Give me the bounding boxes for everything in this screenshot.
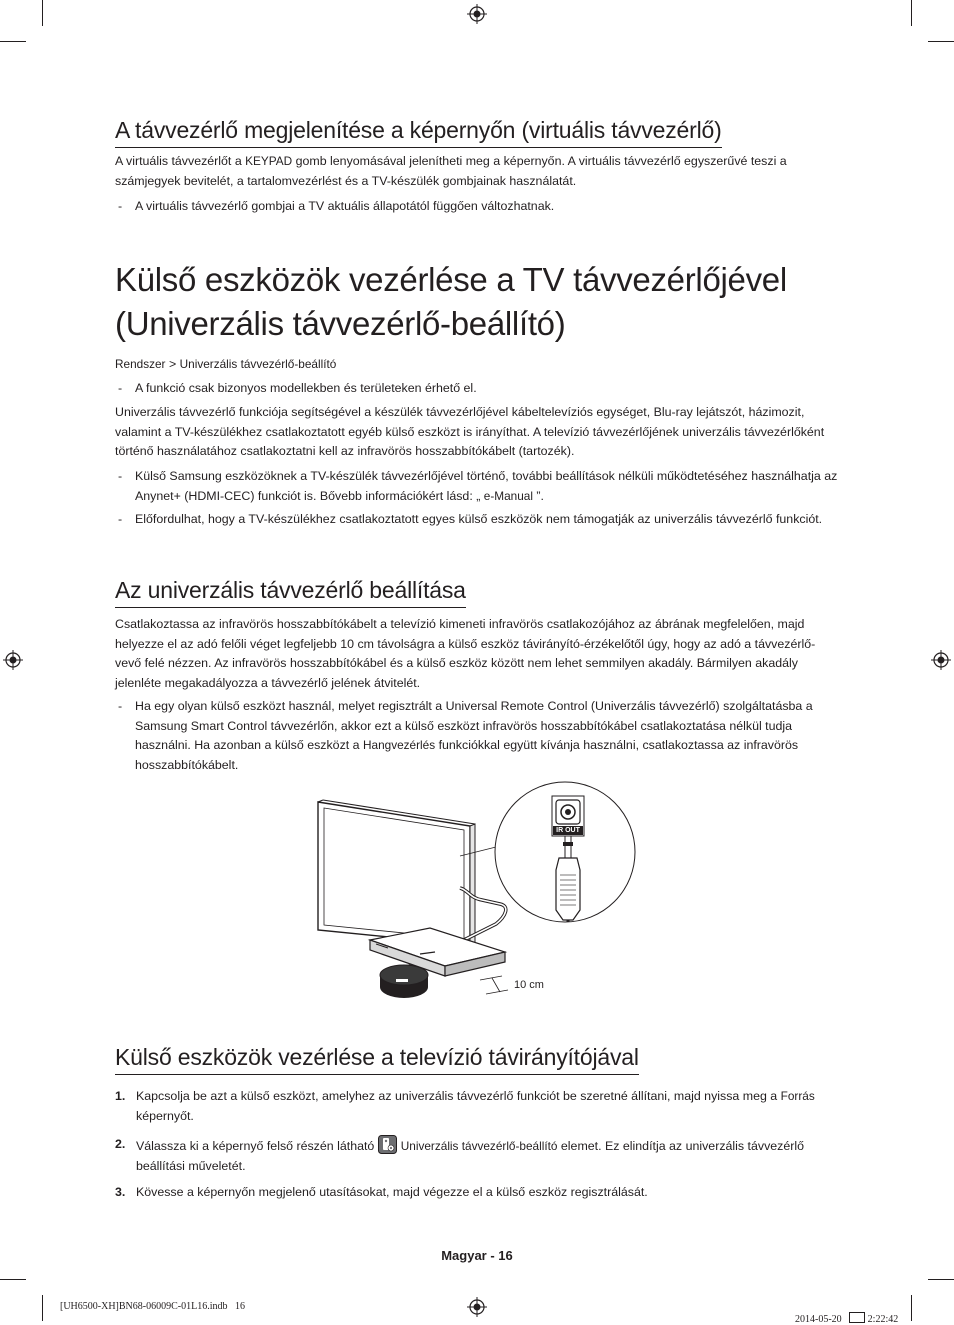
footer-timestamp bbox=[790, 1301, 898, 1325]
step-text-part: elemet. Ez elindítja az univerzális távvezérlő beállítási műveletét. bbox=[136, 1139, 805, 1173]
step-text: Kövesse a képernyőn megjelenő utasításokat, majd végezze el a külső eszköz regisztrálását. bbox=[136, 1185, 648, 1199]
note-text bbox=[135, 467, 838, 506]
registration-mark-icon bbox=[467, 1297, 487, 1317]
step-number: 2. bbox=[115, 1137, 126, 1151]
step-text bbox=[136, 1087, 840, 1126]
note-text-part: Ha egy olyan külső eszközt használ, melyet regisztrált a Universal Remote Control (Univerzális távvezérlő) szolgáltatásba a Samsung Smart Control távvezérlőn, akkor ezt a külső eszközt infravörös hosszabbítókábel csatlakoztatása nélkül tudja használni. Ha azonban a külső eszközt a bbox=[135, 699, 813, 752]
step-number: 1. bbox=[115, 1089, 126, 1103]
note-text-part: funkciókkal együtt kívánja használni, csatlakoztassa az infravörös hosszabbítókábelt. bbox=[135, 738, 799, 772]
paragraph: Univerzális távvezérlő funkciója segítségével a készülék távvezérlőjével kábeltelevíziós egységet, Blu-ray lejátszót, házimozit, valamint a TV-készülékhez csatlakoztatott egyéb külső eszközt is irányíthat. A televízió távvezérlőjének univerzális távvezérlőként történő használatához csatlakoztatni kell az infravörös hosszabbítókábelt (tartozék). bbox=[115, 405, 825, 458]
paragraph-text: gomb lenyomásával jelenítheti meg a képernyőn. A virtuális távvezérlő egyszerűvé teszi a számjegyek bevitelét, a tartalomvezérlést és a TV-készülék gombjainak használatát. bbox=[115, 154, 787, 188]
section-heading: A távvezérlő megjelenítése a képernyőn (virtuális távvezérlő) bbox=[115, 116, 722, 148]
step-item bbox=[115, 1135, 840, 1176]
crop-mark bbox=[911, 0, 912, 26]
step-text-part: képernyőt. bbox=[136, 1108, 194, 1123]
registration-mark-icon bbox=[3, 650, 23, 670]
chapter-title: Külső eszközök vezérlése a TV távvezérlőjével (Univerzális távvezérlő-beállító) bbox=[115, 261, 787, 342]
note-text bbox=[135, 697, 838, 775]
registration-mark-icon bbox=[467, 4, 487, 24]
step-text-part: Válassza ki a képernyő felső részén látható bbox=[136, 1139, 378, 1153]
clock-icon bbox=[849, 1312, 865, 1323]
note bbox=[118, 197, 838, 217]
crop-mark bbox=[911, 1295, 912, 1321]
distance-label: 10 cm bbox=[514, 979, 544, 991]
step-text bbox=[136, 1135, 840, 1176]
step-text-part: Kapcsolja be azt a külső eszközt, amelyhez az univerzális távvezérlő funkciót be szeretné állítani, majd nyissa meg a bbox=[136, 1089, 781, 1103]
footer-file-info: [UH6500-XH]BN68-06009C-01L16.indb 16 bbox=[60, 1301, 245, 1312]
keyword: Forrás bbox=[780, 1089, 815, 1103]
port-label: IR OUT bbox=[556, 827, 580, 834]
paragraph bbox=[115, 152, 840, 191]
registration-mark-icon bbox=[931, 650, 951, 670]
step-item bbox=[115, 1183, 840, 1203]
crop-mark bbox=[0, 1279, 26, 1280]
section-heading: Az univerzális távvezérlő beállítása bbox=[115, 576, 466, 608]
menu-path-separator: > bbox=[165, 357, 180, 371]
menu-path-item: Rendszer bbox=[115, 357, 166, 371]
keyword: e-Manual bbox=[483, 488, 533, 503]
ir-blaster-icon bbox=[380, 965, 428, 998]
note-dash: - bbox=[118, 699, 123, 713]
paragraph-text: A virtuális távvezérlőt a bbox=[115, 154, 246, 168]
note bbox=[118, 510, 838, 530]
tv-icon bbox=[318, 800, 475, 945]
crop-mark bbox=[928, 1279, 954, 1280]
distance-indicator bbox=[492, 978, 500, 992]
note-dash: - bbox=[118, 469, 123, 483]
section-heading: Külső eszközök vezérlése a televízió távirányítójával bbox=[115, 1043, 639, 1075]
menu-path bbox=[115, 355, 840, 375]
crop-mark bbox=[42, 0, 43, 26]
connection-diagram bbox=[300, 780, 650, 1005]
note bbox=[118, 467, 838, 506]
note bbox=[118, 697, 838, 775]
footer-time: 2:22:42 bbox=[865, 1314, 899, 1325]
step-number: 3. bbox=[115, 1185, 126, 1199]
crop-mark bbox=[42, 1295, 43, 1321]
footer-date: 2014-05-20 bbox=[795, 1314, 850, 1325]
keyword: KEYPAD bbox=[245, 154, 293, 168]
menu-path-item: Univerzális távvezérlő-beállító bbox=[179, 357, 337, 371]
note-dash: - bbox=[118, 381, 123, 395]
note-text-part: ”. bbox=[532, 488, 544, 503]
note bbox=[118, 379, 838, 399]
keyword: Hangvezérlés bbox=[363, 738, 436, 752]
note-text: A virtuális távvezérlő gombjai a TV aktuális állapotától függően változhatnak. bbox=[135, 199, 555, 213]
step-item bbox=[115, 1087, 840, 1126]
note-text-part: Külső Samsung eszközöknek a TV-készülék távvezérlőjével történő, további beállítások nélküli működtetéséhez használhatja az Anynet+ (HDMI-CEC) funkciót is. Bővebb információkért lásd: „ bbox=[135, 469, 838, 503]
crop-mark bbox=[0, 41, 26, 42]
note-dash: - bbox=[118, 512, 123, 526]
note-text: Előfordulhat, hogy a TV-készülékhez csatlakoztatott egyes külső eszközök nem támogatják az univerzális távvezérlő funkciót. bbox=[135, 512, 823, 526]
note-dash: - bbox=[118, 199, 123, 213]
page-number: Magyar - 16 bbox=[441, 1248, 513, 1263]
note-text: A funkció csak bizonyos modellekben és területeken érhető el. bbox=[135, 381, 477, 395]
paragraph: Csatlakoztassa az infravörös hosszabbítókábelt a televízió kimeneti infravörös csatlakozójához az ábrának megfelelően, majd helyezze el az adó felőli véget legfeljebb 10 cm távolságra a külső eszköz távirányító-érzékelőtől úgy, hogy az adó a távvezérlő-vevő felé nézzen. Az infravörös hosszabbítókábel és a külső eszköz között nem lehet semmilyen akadály. Bármilyen akadály jelenléte megakadályozza a távvezérlő jelének átvitelét. bbox=[115, 617, 816, 690]
universal-remote-icon bbox=[378, 1135, 397, 1154]
crop-mark bbox=[928, 41, 954, 42]
keyword: Univerzális távvezérlő-beállító bbox=[400, 1139, 558, 1153]
connection-diagram-svg bbox=[300, 780, 650, 1005]
